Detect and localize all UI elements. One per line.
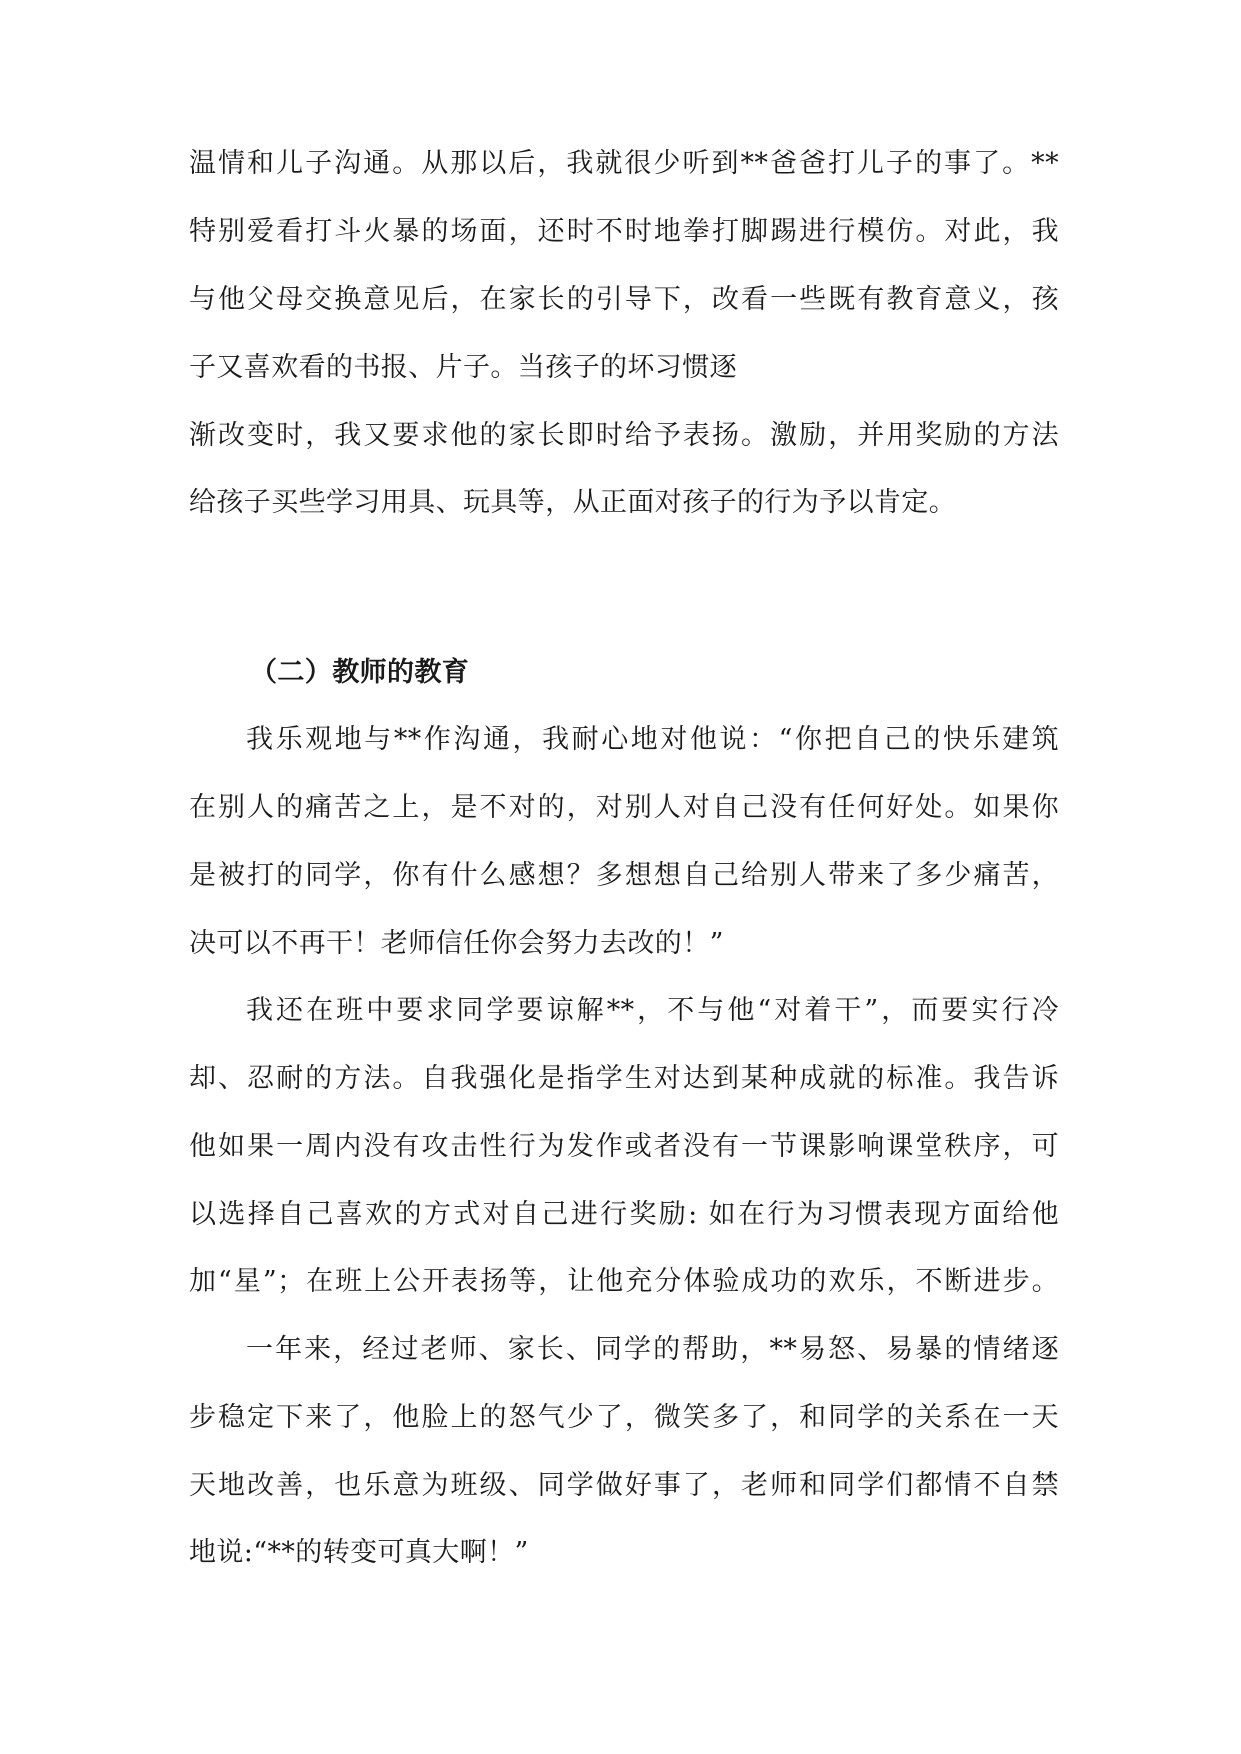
body-line: 渐改变时，我又要求他的家长即时给予表扬。激励，并用奖励的方法 bbox=[189, 420, 1059, 451]
body-line: 与他父母交换意见后，在家长的引导下，改看一些既有教育意义，孩 bbox=[189, 284, 1059, 315]
body-line: 特别爱看打斗火暴的场面，还时不时地拳打脚踢进行模仿。对此，我 bbox=[189, 216, 1059, 247]
body-line: 温情和儿子沟通。从那以后，我就很少听到**爸爸打儿子的事了。** bbox=[189, 148, 1059, 179]
body-line: 他如果一周内没有攻击性行为发作或者没有一节课影响课堂秩序，可 bbox=[189, 1131, 1059, 1162]
body-line: 却、忍耐的方法。自我强化是指学生对达到某种成就的标准。我告诉 bbox=[189, 1063, 1059, 1094]
body-line: 步稳定下来了，他脸上的怒气少了，微笑多了，和同学的关系在一天 bbox=[189, 1402, 1059, 1433]
body-line: 我乐观地与**作沟通，我耐心地对他说：“你把自己的快乐建筑 bbox=[246, 724, 1059, 755]
body-line: 决可以不再干！老师信任你会努力去改的！” bbox=[189, 928, 724, 959]
body-line: 一年来，经过老师、家长、同学的帮助，**易怒、易暴的情绪逐 bbox=[246, 1334, 1059, 1365]
body-line: 在别人的痛苦之上，是不对的，对别人对自己没有任何好处。如果你 bbox=[189, 792, 1059, 823]
body-line: 给孩子买些学习用具、玩具等，从正面对孩子的行为予以肯定。 bbox=[189, 487, 957, 518]
body-line: 我还在班中要求同学要谅解**，不与他“对着干”，而要实行冷 bbox=[246, 995, 1059, 1026]
section-heading: （二）教师的教育 bbox=[250, 657, 470, 688]
body-line: 以选择自己喜欢的方式对自己进行奖励: 如在行为习惯表现方面给他 bbox=[189, 1199, 1059, 1230]
body-line: 子又喜欢看的书报、片子。当孩子的坏习惯逐 bbox=[189, 352, 737, 383]
body-line: 天地改善，也乐意为班级、同学做好事了，老师和同学们都情不自禁 bbox=[189, 1470, 1059, 1501]
body-line: 地说:“**的转变可真大啊！” bbox=[189, 1537, 529, 1568]
body-line: 加“星”；在班上公开表扬等，让他充分体验成功的欢乐，不断进步。 bbox=[189, 1266, 1059, 1297]
body-line: 是被打的同学，你有什么感想？多想想自己给别人带来了多少痛苦， bbox=[189, 860, 1059, 891]
